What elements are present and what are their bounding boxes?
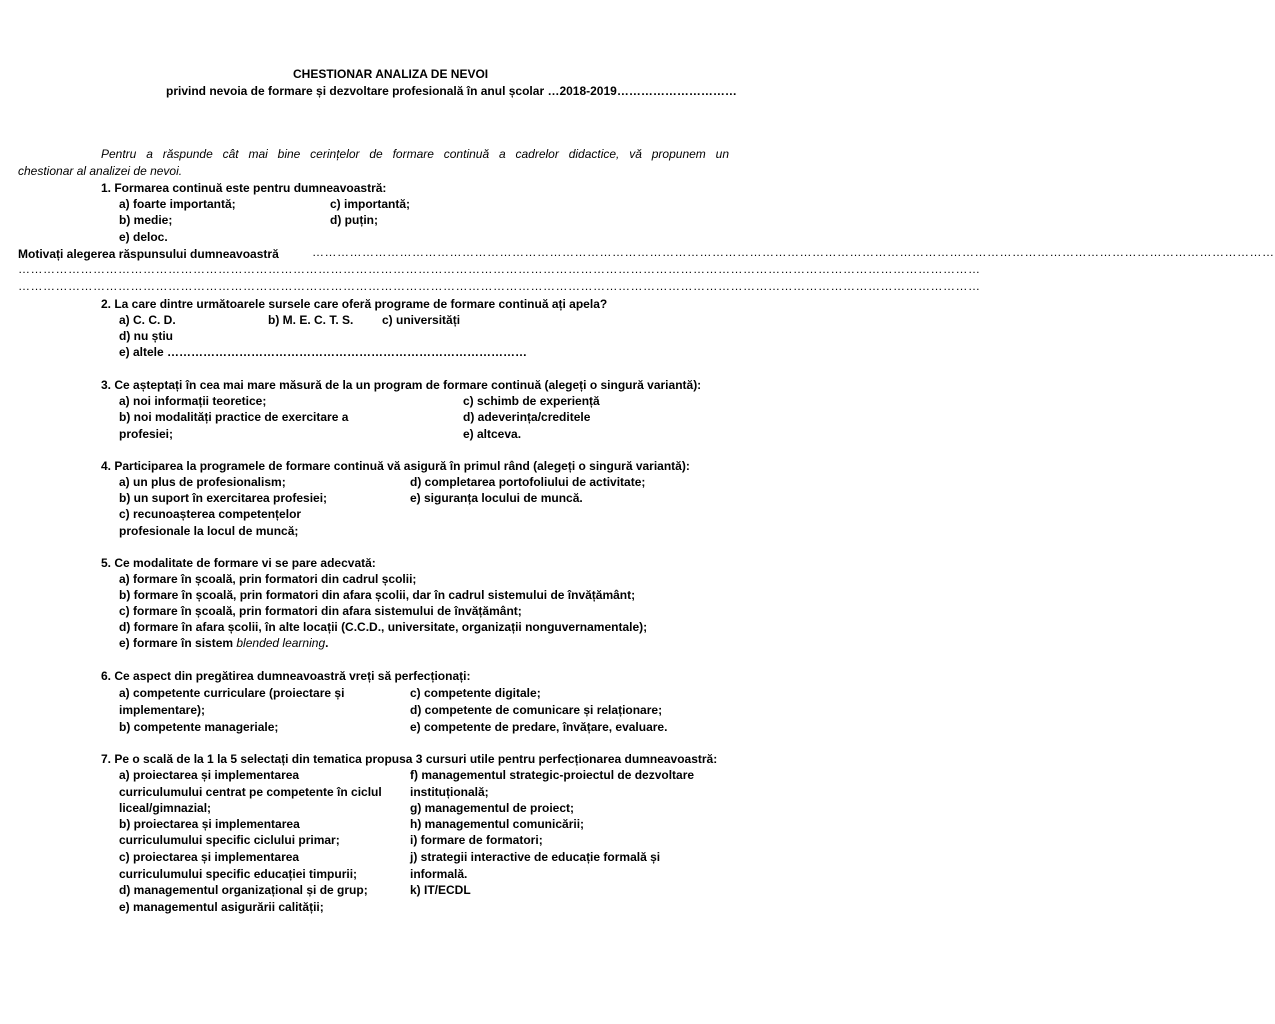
q5-option-e-end: .	[325, 636, 329, 650]
q7-option-i: i) formare de formatori;	[410, 833, 543, 847]
q5-option-a: a) formare în școală, prin formatori din cadrul școlii;	[119, 572, 417, 586]
q6-option-b: b) competente manageriale;	[119, 720, 279, 734]
q7-option-h: h) managementul comunicării;	[410, 817, 585, 831]
question-2: 2. La care dintre următoarele sursele care oferă programe de formare continuă ați apela?	[101, 297, 608, 311]
q1-motivate-label: Motivați alegerea răspunsului dumneavoastră	[18, 247, 279, 261]
q4-option-b: b) un suport în exercitarea profesiei;	[119, 491, 328, 505]
q1-answer-line-2: ……………………………………………………………………………………………………………………………………………………………………………………………………………	[18, 262, 981, 276]
question-5: 5. Ce modalitate de formare vi se pare adecvată:	[101, 556, 376, 570]
q1-answer-line-1: ……………………………………………………………………………………………………………………………………………………………………………………………………………	[312, 245, 1275, 259]
q4-option-c-cont: profesionale la locul de muncă;	[119, 524, 299, 538]
q4-option-a: a) un plus de profesionalism;	[119, 475, 286, 489]
q2-option-c: c) universități	[382, 313, 461, 327]
q7-option-f: f) managementul strategic-proiectul de dezvoltare	[410, 768, 695, 782]
q4-option-c: c) recunoașterea competențelor	[119, 507, 302, 521]
q5-option-e-term: blended learning	[236, 636, 326, 650]
q6-option-c: c) competente digitale;	[410, 686, 541, 700]
q5-option-e-text: e) formare în sistem	[119, 636, 237, 650]
question-4: 4. Participarea la programele de formare continuă vă asigură în primul rând (alegeți o singură variantă):	[101, 459, 690, 473]
q7-option-e: e) managementul asigurării calității;	[119, 900, 324, 914]
q3-option-b: b) noi modalități practice de exercitare a	[119, 410, 349, 424]
q4-option-e: e) siguranța locului de muncă.	[410, 491, 583, 505]
q7-option-a-cont-2: liceal/gimnazial;	[119, 801, 212, 815]
q5-option-d: d) formare în afara școlii, în alte locații (C.C.D., universitate, organizații nonguvernamentale);	[119, 620, 648, 634]
question-1: 1. Formarea continuă este pentru dumneavoastră:	[101, 181, 387, 195]
q1-option-a: a) foarte importantă;	[119, 197, 236, 211]
intro-line-2: chestionar al analizei de nevoi.	[18, 164, 183, 178]
intro-line-1: Pentru a răspunde cât mai bine cerințelor de formare continuă a cadrelor didactice, vă propunem un	[101, 147, 729, 161]
question-7: 7. Pe o scală de la 1 la 5 selectați din tematica propusa 3 cursuri utile pentru perfecționarea dumneavoastră:	[101, 752, 718, 766]
q4-option-d: d) completarea portofoliului de activitate;	[410, 475, 646, 489]
q1-option-c: c) importantă;	[330, 197, 411, 211]
q6-option-a: a) competente curriculare (proiectare și	[119, 686, 345, 700]
q3-option-c: c) schimb de experiență	[463, 394, 600, 408]
q7-option-g: g) managementul de proiect;	[410, 801, 575, 815]
document-subtitle: privind nevoia de formare și dezvoltare profesională în anul școlar …2018-2019…………………………	[166, 84, 737, 98]
q2-option-a: a) C. C. D.	[119, 313, 176, 327]
q2-option-e: e) altele ………………………………………………………………………………	[119, 345, 528, 359]
q1-option-e: e) deloc.	[119, 230, 168, 244]
q7-option-f-cont: instituțională;	[410, 785, 489, 799]
q2-option-b: b) M. E. C. T. S.	[268, 313, 354, 327]
q1-option-d: d) puțin;	[330, 213, 378, 227]
q7-option-c-cont: curriculumului specific educației timpurii;	[119, 867, 358, 881]
document-title: CHESTIONAR ANALIZA DE NEVOI	[293, 67, 489, 81]
question-6: 6. Ce aspect din pregătirea dumneavoastră vreți să perfecționați:	[101, 669, 471, 683]
q2-option-d: d) nu știu	[119, 329, 173, 343]
q7-option-c: c) proiectarea și implementarea	[119, 850, 300, 864]
q3-option-d: d) adeverința/creditele	[463, 410, 591, 424]
q7-option-k: k) IT/ECDL	[410, 883, 471, 897]
q1-answer-line-3: ……………………………………………………………………………………………………………………………………………………………………………………………………………	[18, 279, 981, 293]
q7-option-a-cont-1: curriculumului centrat pe competente în ciclul	[119, 785, 382, 799]
q7-option-j: j) strategii interactive de educație formală și	[410, 850, 661, 864]
q5-option-e	[119, 635, 328, 652]
question-3: 3. Ce așteptați în cea mai mare măsură de la un program de formare continuă (alegeți o singură variantă):	[101, 378, 702, 392]
q7-option-b: b) proiectarea și implementarea	[119, 817, 300, 831]
q3-option-b-cont: profesiei;	[119, 427, 174, 441]
q6-option-e: e) competente de predare, învățare, evaluare.	[410, 720, 668, 734]
q3-option-e: e) altceva.	[463, 427, 522, 441]
q1-option-b: b) medie;	[119, 213, 173, 227]
q7-option-a: a) proiectarea și implementarea	[119, 768, 300, 782]
q7-option-d: d) managementul organizațional și de grup;	[119, 883, 368, 897]
q5-option-b: b) formare în școală, prin formatori din afara școlii, dar în cadrul sistemului de învățământ;	[119, 588, 636, 602]
q6-option-a-cont: implementare);	[119, 703, 206, 717]
q7-option-j-cont: informală.	[410, 867, 468, 881]
q5-option-c: c) formare în școală, prin formatori din afara sistemului de învățământ;	[119, 604, 522, 618]
q3-option-a: a) noi informații teoretice;	[119, 394, 267, 408]
q6-option-d: d) competente de comunicare și relaționare;	[410, 703, 663, 717]
q7-option-b-cont: curriculumului specific ciclului primar;	[119, 833, 340, 847]
